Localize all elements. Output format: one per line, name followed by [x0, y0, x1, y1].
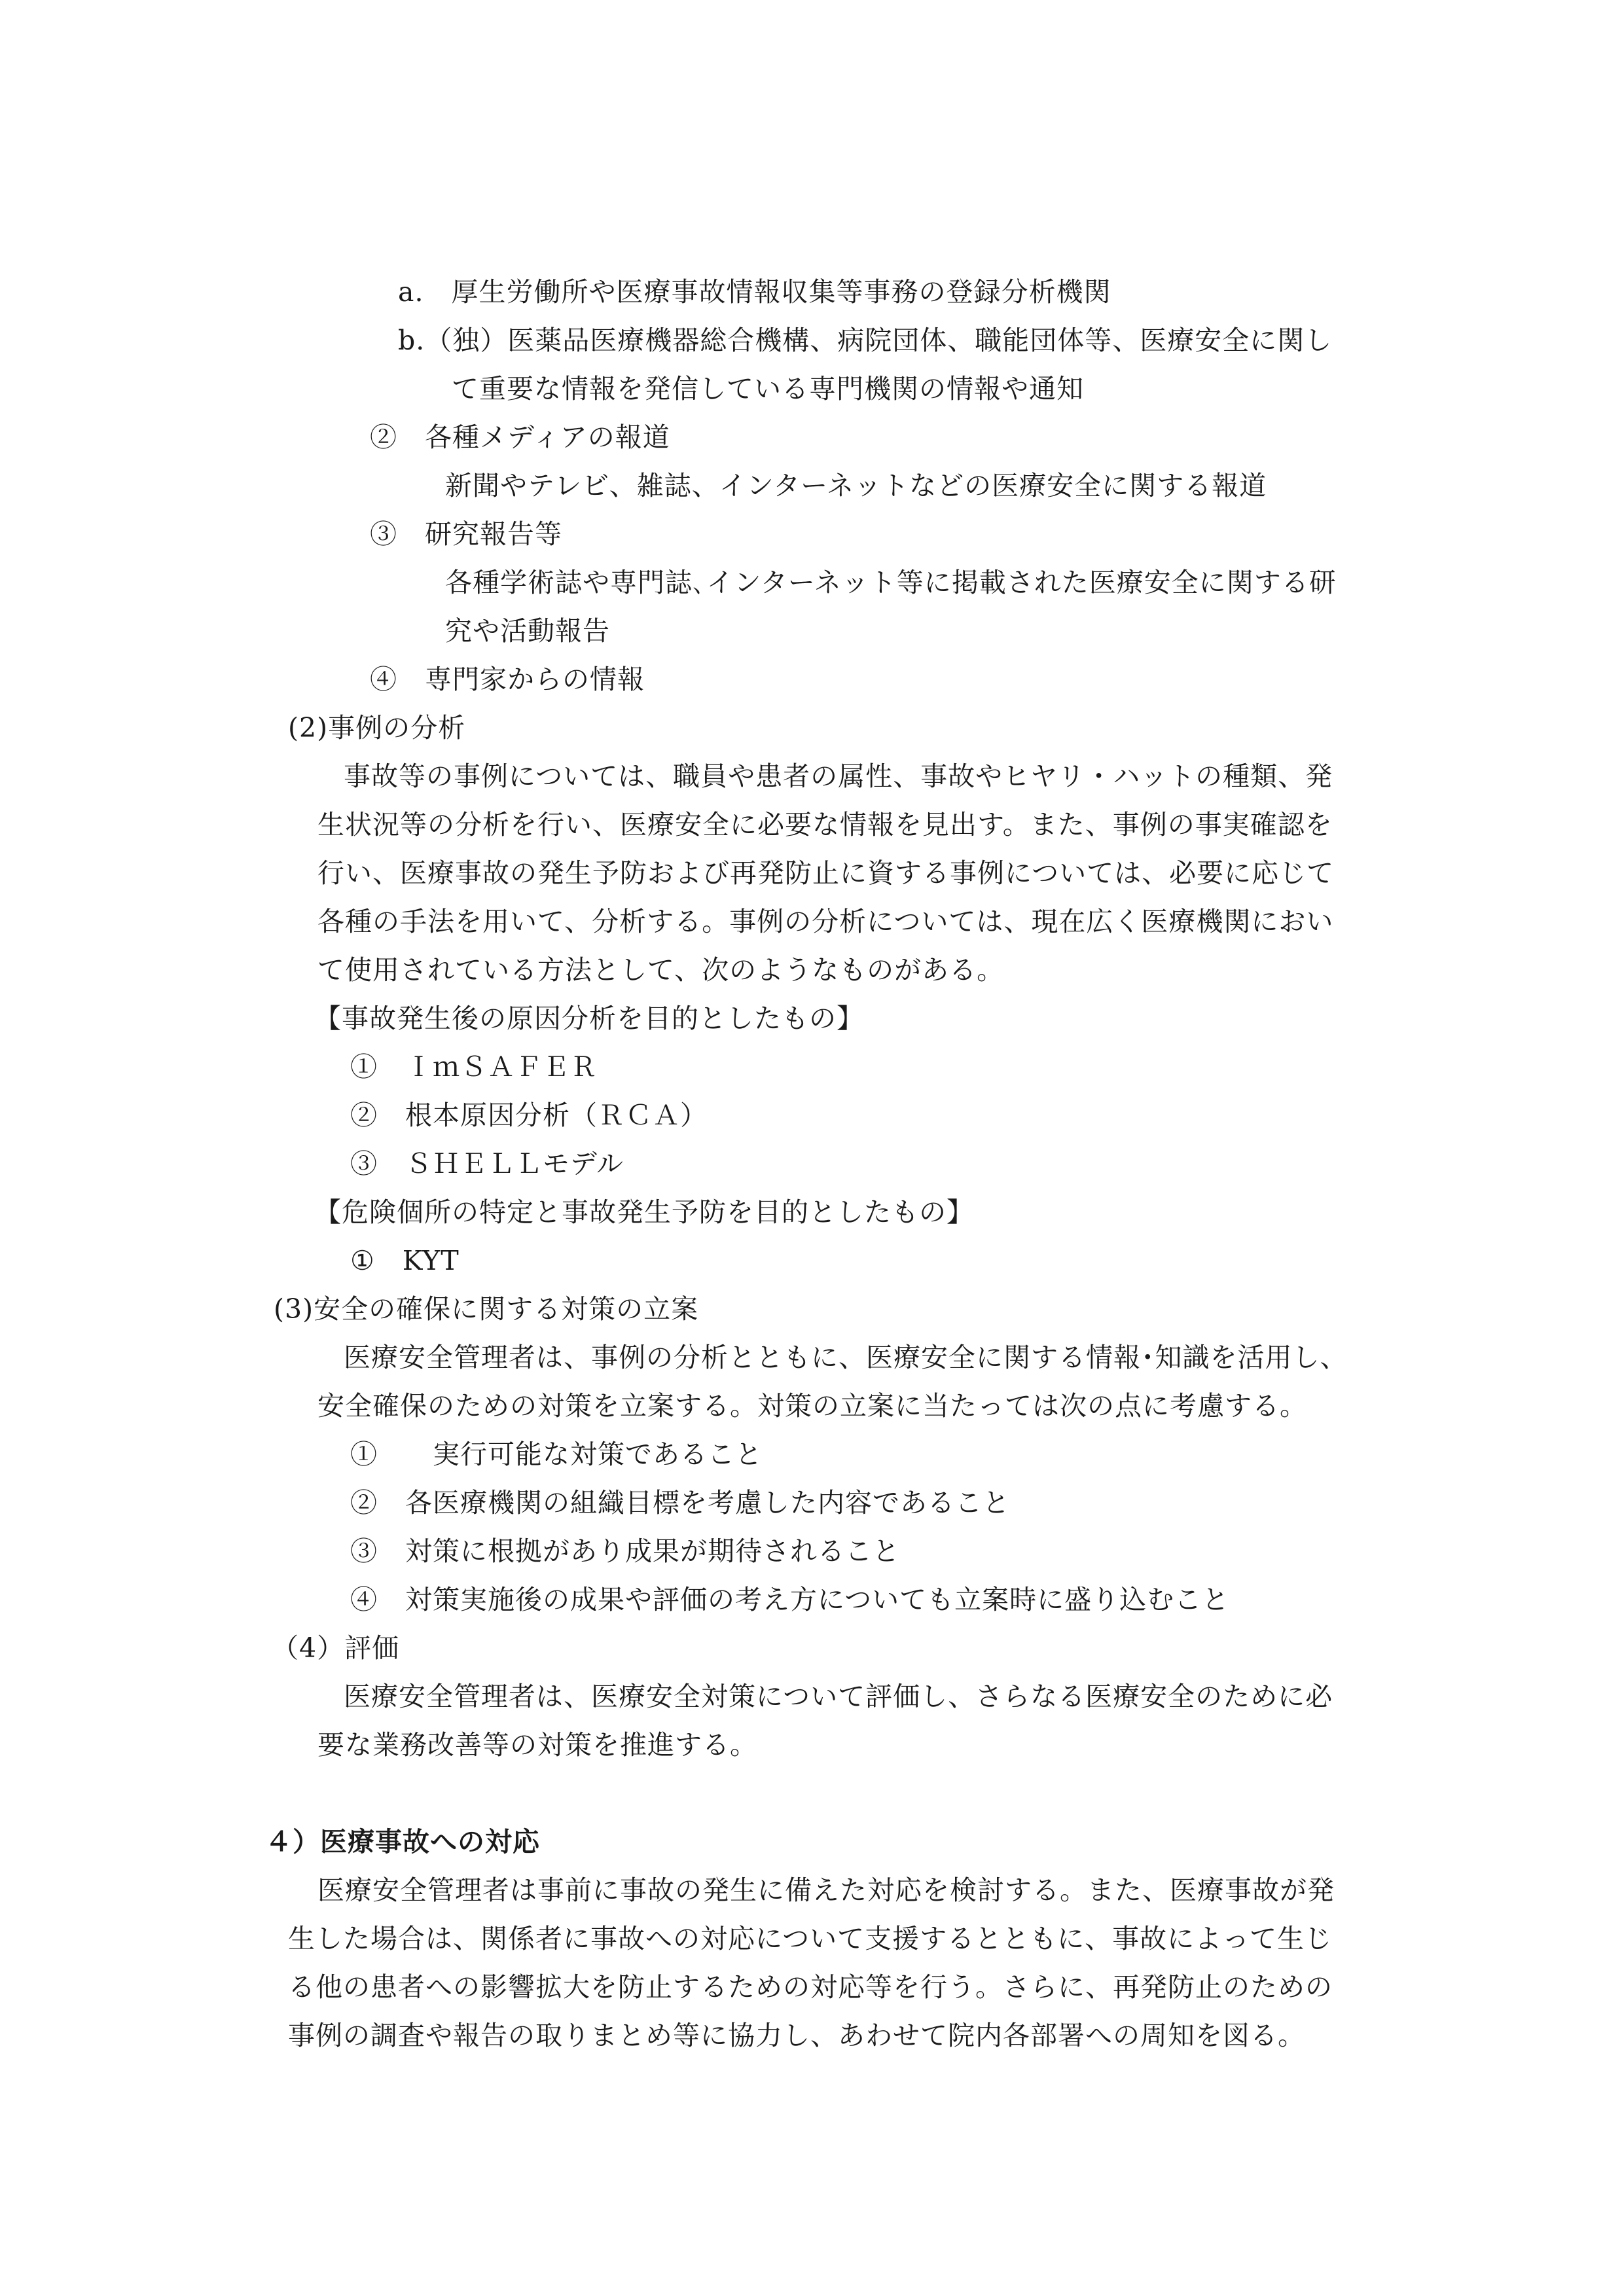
item-2-heading: ② 各種メディアの報道: [370, 422, 670, 453]
list-item-b: b.（独）医薬品医療機器総合機構、病院団体、職能団体等、医療安全に関し: [398, 325, 1333, 356]
chapter-4-para-4: 事例の調査や報告の取りまとめ等に協力し、あわせて院内各部署への周知を図る。: [288, 2020, 1305, 2051]
method-rca: ② 根本原因分析（ＲＣＡ）: [350, 1100, 708, 1131]
measure-2: ② 各医療機関の組織目標を考慮した内容であること: [350, 1487, 1010, 1518]
category-risk-prevention: 【危険個所の特定と事故発生予防を目的としたもの】: [314, 1196, 974, 1228]
measure-1: ① 実行可能な対策であること: [350, 1439, 763, 1470]
section-2-heading: (2)事例の分析: [288, 712, 466, 744]
section-3-para-1: 医療安全管理者は、事例の分析とともに、医療安全に関する情報･知識を活用し、: [344, 1342, 1348, 1373]
method-kyt: ① KYT: [350, 1245, 460, 1276]
section-2-para-5: て使用されている方法として、次のようなものがある。: [317, 954, 1005, 986]
measure-3: ③ 対策に根拠があり成果が期待されること: [350, 1535, 900, 1567]
list-item-b-cont: て重要な情報を発信している専門機関の情報や通知: [452, 373, 1084, 404]
measure-4: ④ 対策実施後の成果や評価の考え方についても立案時に盛り込むこと: [350, 1584, 1230, 1615]
item-4-heading: ④ 専門家からの情報: [370, 664, 645, 695]
chapter-4-para-3: る他の患者への影響拡大を防止するための対応等を行う。さらに、再発防止のための: [288, 1971, 1333, 2003]
method-imsafer: ① ＩｍＳＡＦＥＲ: [350, 1051, 598, 1083]
section-3-heading: (3)安全の確保に関する対策の立案: [274, 1293, 699, 1325]
section-4-para-2: 要な業務改善等の対策を推進する。: [317, 1729, 757, 1761]
item-3-text: 各種学術誌や専門誌､インターネット等に掲載された医療安全に関する研: [445, 567, 1337, 598]
chapter-4-heading: ４）医療事故への対応: [265, 1826, 540, 1857]
section-3-para-2: 安全確保のための対策を立案する。対策の立案に当たっては次の点に考慮する。: [317, 1390, 1307, 1422]
item-2-text: 新聞やテレビ、雑誌、インターネットなどの医療安全に関する報道: [445, 470, 1267, 501]
section-4-para-1: 医療安全管理者は、医療安全対策について評価し、さらなる医療安全のために必: [344, 1681, 1333, 1712]
section-2-para-1: 事故等の事例については、職員や患者の属性、事故やヒヤリ・ハットの種類、発: [344, 761, 1333, 792]
chapter-4-para-1: 医療安全管理者は事前に事故の発生に備えた対応を検討する。また、医療事故が発: [317, 1874, 1335, 1906]
section-4-heading: （4）評価: [272, 1632, 400, 1664]
list-item-a: a. 厚生労働所や医療事故情報収集等事務の登録分析機関: [398, 276, 1111, 308]
section-2-para-3: 行い、医療事故の発生予防および再発防止に資する事例については、必要に応じて: [317, 857, 1335, 889]
method-shell: ③ ＳＨＥＬＬモデル: [350, 1148, 624, 1179]
item-3-heading: ③ 研究報告等: [370, 518, 562, 550]
chapter-4-para-2: 生した場合は、関係者に事故への対応について支援するとともに、事故によって生じ: [288, 1923, 1333, 1954]
category-after-accident: 【事故発生後の原因分析を目的としたもの】: [314, 1003, 864, 1034]
section-2-para-2: 生状況等の分析を行い、医療安全に必要な情報を見出す。また、事例の事実確認を: [317, 809, 1333, 840]
section-2-para-4: 各種の手法を用いて、分析する。事例の分析については、現在広く医療機関におい: [317, 906, 1334, 937]
item-3-text-cont: 究や活動報告: [445, 615, 610, 647]
